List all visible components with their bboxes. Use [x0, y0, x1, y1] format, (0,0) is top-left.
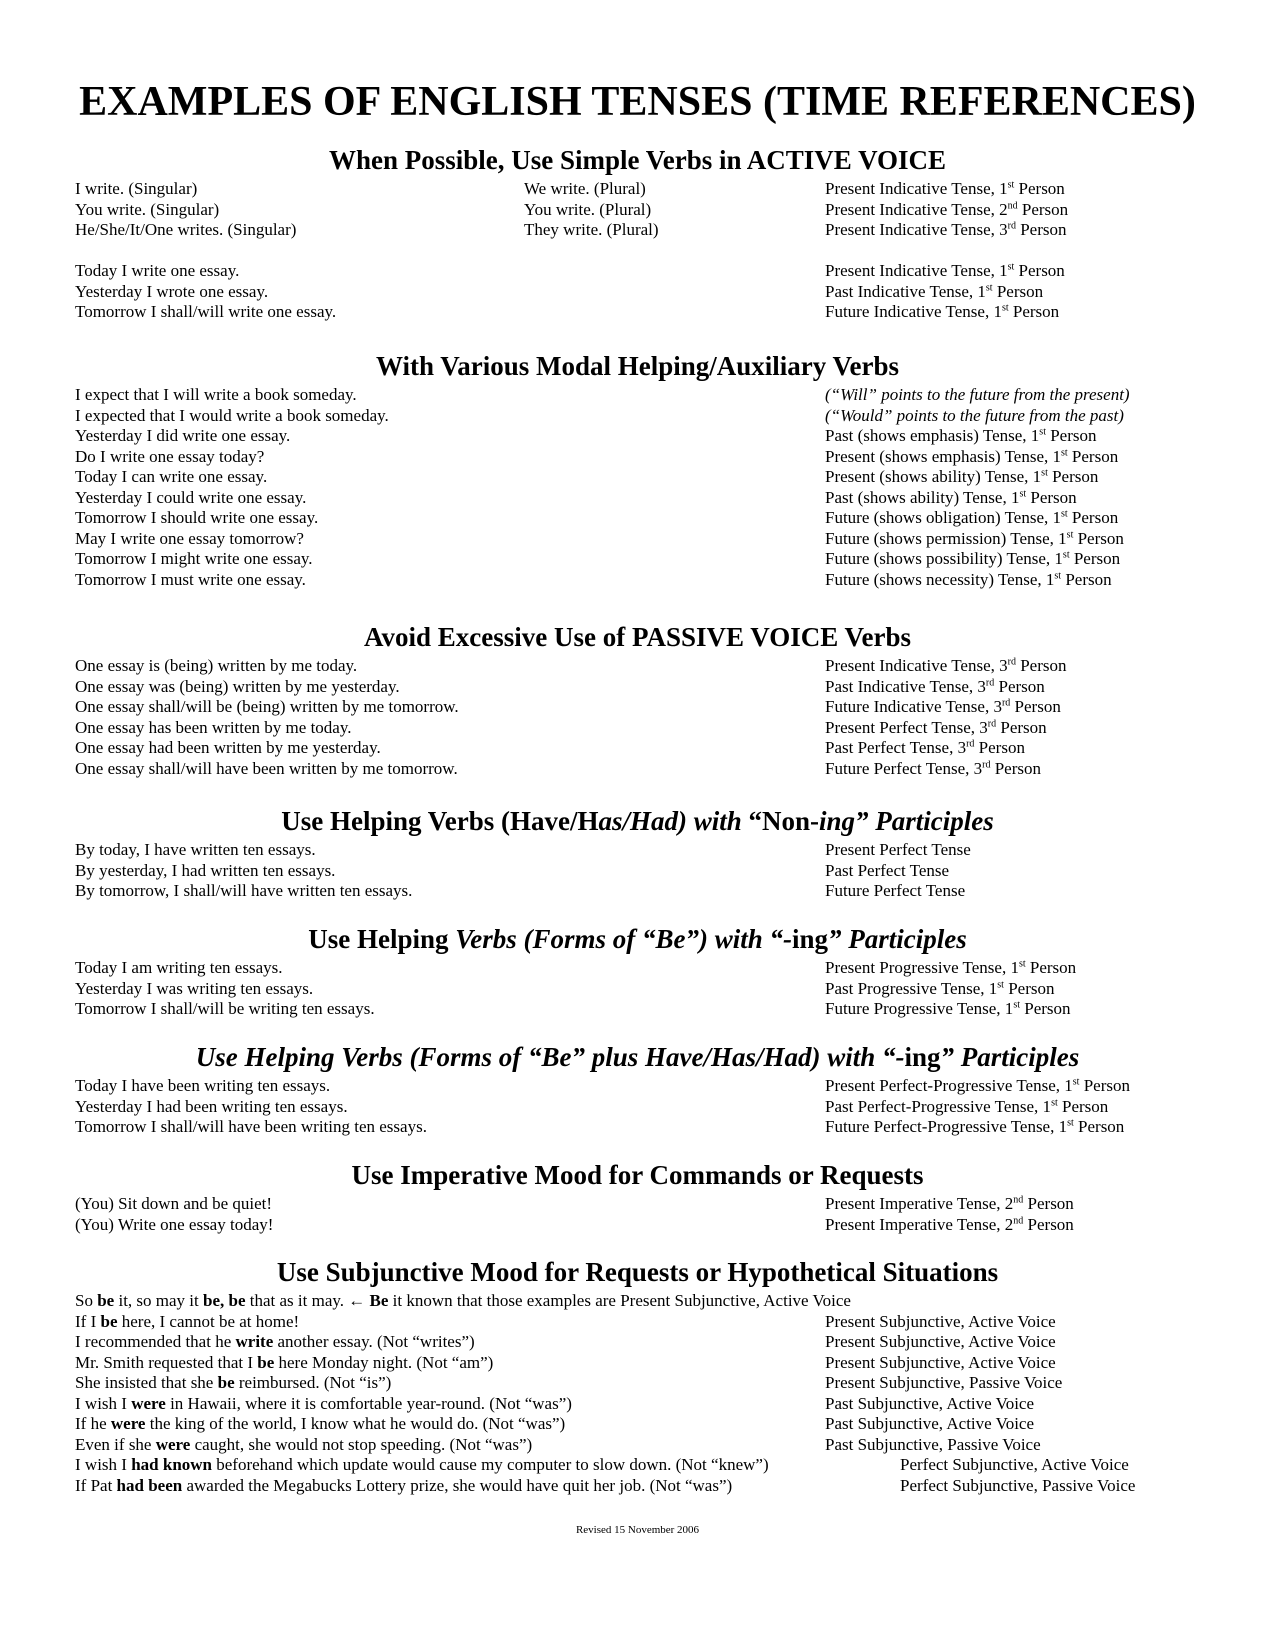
sentence-text-2: the king of the world, I know what he would do. (Not “was”)	[145, 1414, 566, 1433]
example-row	[0, 1075, 1275, 1096]
ordinal-suffix: st	[1041, 467, 1048, 479]
sentence-text-0: I recommended that he	[75, 1332, 236, 1351]
example-row	[0, 507, 1275, 528]
ordinal-suffix: rd	[987, 718, 997, 730]
ordinal-suffix: st	[1007, 179, 1015, 191]
example-sentence: Yesterday I had been writing ten essays.	[75, 1097, 348, 1116]
ordinal-suffix: st	[997, 979, 1004, 991]
example-sentence: Tomorrow I shall/will write one essay.	[75, 302, 337, 321]
ordinal-suffix: nd	[1007, 200, 1018, 212]
heading-text-0: When Possible, Use Simple Verbs in ACTIVE VOICE	[328, 145, 947, 175]
example-sentence: Tomorrow I must write one essay.	[75, 570, 306, 589]
tense-label	[825, 1096, 1108, 1117]
tense-label	[825, 528, 1124, 549]
example-sentence	[75, 1372, 391, 1393]
example-row	[0, 758, 1275, 779]
tense-name: (“Will” points to the future from the present)	[825, 385, 1130, 404]
example-row	[0, 655, 1275, 676]
ordinal-suffix: rd	[985, 677, 995, 689]
example-sentence: By today, I have written ten essays.	[75, 840, 316, 859]
heading-italic-3: ing” Participles	[819, 806, 994, 836]
tense-label	[825, 446, 1118, 467]
example-sentence: He/She/It/One writes. (Singular)	[75, 220, 297, 239]
ordinal-suffix: st	[1039, 426, 1046, 438]
section-heading	[0, 1256, 1275, 1288]
person-word: Person	[1073, 529, 1124, 548]
tense-label	[825, 696, 1061, 717]
ordinal-suffix: st	[1061, 447, 1068, 459]
tense-name: Past (shows emphasis) Tense, 1	[825, 426, 1040, 445]
person-word: Person	[994, 677, 1045, 696]
section-heading	[0, 1041, 1275, 1073]
tense-name: Past Subjunctive, Passive Voice	[825, 1435, 1041, 1454]
tense-name: Present Perfect Tense, 3	[825, 718, 988, 737]
ordinal-suffix: st	[1054, 570, 1062, 582]
heading-italic-2: ” Participles	[940, 1042, 1080, 1072]
example-sentence: Yesterday I did write one essay.	[75, 426, 291, 445]
example-row	[0, 1290, 1275, 1311]
tense-label	[825, 655, 1066, 676]
ordinal-suffix: st	[1007, 261, 1015, 273]
tense-label	[825, 717, 1047, 738]
example-sentence	[75, 1290, 851, 1311]
heading-text-0: Use Imperative Mood for Commands or Requests	[351, 1160, 924, 1190]
example-row	[0, 260, 1275, 281]
tense-name: Present Imperative Tense, 2	[825, 1194, 1014, 1213]
tense-label	[825, 1116, 1124, 1137]
sentence-text-0: I wish I	[75, 1394, 132, 1413]
example-row	[0, 446, 1275, 467]
example-row	[0, 737, 1275, 758]
person-word: Person	[1023, 1194, 1074, 1213]
tense-label	[900, 1454, 1129, 1475]
revision-footer: Revised 15 November 2006	[575, 1524, 700, 1536]
example-sentence: Yesterday I was writing ten essays.	[75, 979, 314, 998]
sentence-bold-1: were	[110, 1414, 146, 1433]
tense-label	[825, 758, 1041, 779]
example-row	[0, 839, 1275, 860]
tense-name: Future Indicative Tense, 3	[825, 697, 1002, 716]
example-sentence: By tomorrow, I shall/will have written ten essays.	[75, 881, 413, 900]
sentence-bold-1: be	[257, 1353, 275, 1372]
section-heading	[0, 144, 1275, 176]
tense-label	[825, 1331, 1056, 1352]
tense-label	[825, 676, 1045, 697]
sentence-bold-1: had known	[131, 1455, 213, 1474]
example-sentence: Today I can write one essay.	[75, 467, 268, 486]
tense-name: Present Subjunctive, Passive Voice	[825, 1373, 1063, 1392]
tense-name: Past Perfect-Progressive Tense, 1	[825, 1097, 1052, 1116]
person-word: Person	[1073, 1117, 1125, 1136]
heading-text-0: Use Helping	[308, 924, 456, 954]
tense-name: Future (shows permission) Tense, 1	[825, 529, 1067, 548]
example-row	[0, 1116, 1275, 1137]
tense-label	[825, 405, 1124, 426]
example-row	[0, 880, 1275, 901]
example-row	[0, 528, 1275, 549]
person-word: Person	[992, 282, 1044, 301]
example-sentence: Today I have been writing ten essays.	[75, 1076, 331, 1095]
tense-name: Past (shows ability) Tense, 1	[825, 488, 1020, 507]
heading-text-2: ing	[792, 924, 829, 954]
person-word: Person	[1023, 1215, 1074, 1234]
tense-name: Past Progressive Tense, 1	[825, 979, 998, 998]
heading-italic-1: Verbs (Forms of “Be”) with “-	[455, 924, 793, 954]
example-row	[0, 1393, 1275, 1414]
heading-italic-0: Use Helping Verbs (Forms of “Be” plus Have/Has/Had) with “-	[195, 1042, 905, 1072]
plural-form: You write. (Plural)	[524, 200, 652, 219]
tense-label	[825, 487, 1077, 508]
tense-name: Future (shows necessity) Tense, 1	[825, 570, 1055, 589]
example-sentence: Yesterday I could write one essay.	[75, 488, 307, 507]
example-row	[0, 860, 1275, 881]
example-row	[0, 1311, 1275, 1332]
tense-name: Future Progressive Tense, 1	[825, 999, 1014, 1018]
sentence-text-0: If he	[75, 1414, 111, 1433]
tense-name: Present Subjunctive, Active Voice	[825, 1312, 1056, 1331]
example-sentence	[75, 1311, 299, 1332]
example-sentence: Today I write one essay.	[75, 261, 240, 280]
tense-name: Past Subjunctive, Active Voice	[825, 1414, 1035, 1433]
example-sentence: I expect that I will write a book someday.	[75, 385, 357, 404]
sentence-text-2: caught, she would not stop speeding. (Not “was”)	[190, 1435, 533, 1454]
tense-label	[825, 860, 949, 881]
example-sentence: (You) Write one essay today!	[75, 1215, 274, 1234]
tense-name: Future (shows obligation) Tense, 1	[825, 508, 1061, 527]
tense-name: Future Perfect-Progressive Tense, 1	[825, 1117, 1068, 1136]
tense-name: Present Indicative Tense, 1	[825, 179, 1008, 198]
tense-label	[825, 1214, 1074, 1235]
section-heading	[0, 805, 1275, 837]
person-word: Person	[1067, 447, 1119, 466]
example-row	[0, 1372, 1275, 1393]
tense-name: Present Indicative Tense, 1	[825, 261, 1008, 280]
tense-label	[825, 199, 1068, 220]
tense-name: Present Perfect-Progressive Tense, 1	[825, 1076, 1073, 1095]
tense-label	[825, 507, 1118, 528]
example-row	[0, 178, 1275, 199]
person-word: Person	[1017, 200, 1069, 219]
person-word: Person	[1015, 220, 1067, 239]
tense-name: Future Perfect Tense, 3	[825, 759, 983, 778]
example-sentence: I expected that I would write a book someday.	[75, 406, 389, 425]
example-sentence	[75, 1475, 732, 1496]
example-sentence: Tomorrow I might write one essay.	[75, 549, 313, 568]
ordinal-suffix: st	[1001, 302, 1009, 314]
person-word: Person	[990, 759, 1041, 778]
ordinal-suffix: st	[1066, 529, 1074, 541]
tense-label	[825, 839, 971, 860]
tense-label	[825, 880, 965, 901]
sentence-text-2: here, I cannot be at home!	[117, 1312, 300, 1331]
person-word: Person	[1069, 549, 1121, 568]
example-row	[0, 569, 1275, 590]
example-row	[0, 405, 1275, 426]
sentence-bold-1: were	[155, 1435, 191, 1454]
tense-name: Future Perfect Tense	[825, 881, 966, 900]
person-word: Person	[1003, 979, 1055, 998]
tense-name: Perfect Subjunctive, Active Voice	[900, 1455, 1129, 1474]
sentence-text-0: If I	[75, 1312, 101, 1331]
tense-label	[825, 1393, 1034, 1414]
tense-label	[825, 1352, 1056, 1373]
example-row	[0, 301, 1275, 322]
tense-name: (“Would” points to the future from the past)	[825, 406, 1124, 425]
ordinal-suffix: rd	[982, 759, 991, 771]
tense-label	[825, 1372, 1062, 1393]
ordinal-suffix: st	[1061, 508, 1068, 520]
tense-name: Present Indicative Tense, 3	[825, 220, 1008, 239]
sentence-bold-1: write	[235, 1332, 274, 1351]
example-row	[0, 1352, 1275, 1373]
example-row	[0, 487, 1275, 508]
tense-label	[825, 737, 1025, 758]
person-word: Person	[1079, 1076, 1130, 1095]
example-sentence: One essay has been written by me today.	[75, 718, 352, 737]
tense-label	[900, 1475, 1135, 1496]
example-row	[0, 1434, 1275, 1455]
person-word: Person	[1045, 426, 1097, 445]
heading-text-0: Use Subjunctive Mood for Requests or Hypothetical Situations	[276, 1257, 999, 1287]
tense-label	[825, 260, 1065, 281]
tense-label	[825, 548, 1120, 569]
sentence-bold-1: had been	[116, 1476, 183, 1495]
sentence-text-2: reimbursed. (Not “is”)	[234, 1373, 392, 1392]
person-word: Person	[1019, 999, 1071, 1018]
heading-italic-1: as/Had) with	[598, 806, 742, 836]
example-row	[0, 998, 1275, 1019]
person-word: Person	[1015, 656, 1067, 675]
person-word: Person	[1047, 467, 1099, 486]
ordinal-suffix: rd	[1001, 697, 1011, 709]
tense-label	[825, 1413, 1034, 1434]
tense-name: Present (shows ability) Tense, 1	[825, 467, 1042, 486]
section-heading	[0, 350, 1275, 382]
example-sentence: Do I write one essay today?	[75, 447, 265, 466]
sentence-bold-3: be, be	[203, 1291, 246, 1310]
tense-label	[825, 301, 1059, 322]
heading-text-1: ing	[904, 1042, 941, 1072]
example-row	[0, 1193, 1275, 1214]
example-row	[0, 1096, 1275, 1117]
tense-name: Future (shows possibility) Tense, 1	[825, 549, 1063, 568]
tense-name: Present Subjunctive, Active Voice	[825, 1353, 1056, 1372]
ordinal-suffix: st	[1018, 958, 1026, 970]
example-row	[0, 676, 1275, 697]
example-row	[0, 384, 1275, 405]
example-sentence	[75, 1413, 565, 1434]
example-row	[0, 1413, 1275, 1434]
example-sentence	[75, 1393, 572, 1414]
person-word: Person	[1067, 508, 1119, 527]
tense-label	[825, 998, 1071, 1019]
ordinal-suffix: st	[1067, 1117, 1074, 1129]
tense-label	[825, 466, 1098, 487]
example-sentence: One essay is (being) written by me today.	[75, 656, 358, 675]
tense-label	[825, 1434, 1041, 1455]
example-sentence	[75, 1352, 493, 1373]
example-sentence: Tomorrow I should write one essay.	[75, 508, 319, 527]
example-row	[0, 1331, 1275, 1352]
ordinal-suffix: nd	[1013, 1194, 1024, 1206]
sentence-bold-1: be	[217, 1373, 235, 1392]
tense-name: Present Perfect Tense	[825, 840, 971, 859]
tense-name: Past Perfect Tense, 3	[825, 738, 967, 757]
sentence-bold-1: be	[100, 1312, 118, 1331]
example-sentence: Yesterday I wrote one essay.	[75, 282, 269, 301]
person-word: Person	[1061, 570, 1112, 589]
sentence-text-2: it, so may it	[114, 1291, 203, 1310]
person-word: Person	[1014, 179, 1065, 198]
sentence-text-0: If Pat	[75, 1476, 117, 1495]
sentence-text-0: So	[75, 1291, 98, 1310]
example-row	[0, 219, 1275, 240]
sentence-bold-1: were	[131, 1394, 166, 1413]
tense-name: Past Indicative Tense, 1	[825, 282, 986, 301]
plural-form: We write. (Plural)	[524, 179, 646, 198]
example-row	[0, 466, 1275, 487]
tense-label	[825, 957, 1076, 978]
plural-form: They write. (Plural)	[524, 220, 659, 239]
tense-name: Present (shows emphasis) Tense, 1	[825, 447, 1061, 466]
sentence-bold-5: ← Be	[348, 1291, 389, 1310]
heading-text-0: Use Helping Verbs (Have/H	[281, 806, 599, 836]
ordinal-suffix: st	[1019, 488, 1027, 500]
tense-label	[825, 569, 1112, 590]
tense-name: Past Subjunctive, Active Voice	[825, 1394, 1035, 1413]
person-word: Person	[1057, 1097, 1109, 1116]
example-sentence: One essay shall/will be (being) written by me tomorrow.	[75, 697, 459, 716]
ordinal-suffix: rd	[966, 738, 975, 750]
ordinal-suffix: rd	[1007, 656, 1016, 668]
sentence-bold-1: be	[97, 1291, 115, 1310]
example-sentence: I write. (Singular)	[75, 179, 198, 198]
ordinal-suffix: st	[1013, 999, 1020, 1011]
example-sentence: By yesterday, I had written ten essays.	[75, 861, 336, 880]
ordinal-suffix: st	[985, 282, 993, 294]
ordinal-suffix: rd	[1007, 220, 1016, 232]
person-word: Person	[1026, 488, 1077, 507]
sentence-text-4: that as it may.	[245, 1291, 349, 1310]
person-word: Person	[1025, 958, 1077, 977]
tense-label	[825, 219, 1066, 240]
sentence-text-0: Mr. Smith requested that I	[75, 1353, 258, 1372]
example-row	[0, 696, 1275, 717]
sentence-text-0: I wish I	[75, 1455, 132, 1474]
example-sentence: Tomorrow I shall/will have been writing ten essays.	[75, 1117, 427, 1136]
example-sentence: You write. (Singular)	[75, 200, 220, 219]
heading-text-2: “Non-	[741, 806, 820, 836]
tense-name: Past Indicative Tense, 3	[825, 677, 986, 696]
tense-label	[825, 384, 1130, 405]
sentence-text-2: in Hawaii, where it is comfortable year-round. (Not “was”)	[165, 1394, 572, 1413]
person-word: Person	[974, 738, 1025, 757]
person-word: Person	[1014, 261, 1065, 280]
tense-label	[825, 1193, 1074, 1214]
section-heading	[0, 1159, 1275, 1191]
example-row	[0, 717, 1275, 738]
heading-text-0: With Various Modal Helping/Auxiliary Verbs	[375, 351, 900, 381]
example-sentence	[75, 1331, 475, 1352]
sentence-text-2: another essay. (Not “writes”)	[273, 1332, 475, 1351]
example-sentence: One essay shall/will have been written by me tomorrow.	[75, 759, 458, 778]
ordinal-suffix: st	[1062, 549, 1070, 561]
tense-label	[825, 1311, 1056, 1332]
example-row	[0, 957, 1275, 978]
example-row	[0, 548, 1275, 569]
tense-name: Present Indicative Tense, 2	[825, 200, 1008, 219]
example-row	[0, 978, 1275, 999]
sentence-text-2: beforehand which update would cause my computer to slow down. (Not “knew”)	[212, 1455, 769, 1474]
example-sentence: (You) Sit down and be quiet!	[75, 1194, 273, 1213]
page-title: EXAMPLES OF ENGLISH TENSES (TIME REFERENCES)	[79, 79, 1196, 125]
person-word: Person	[996, 718, 1047, 737]
example-row	[0, 425, 1275, 446]
tense-name: Present Indicative Tense, 3	[825, 656, 1008, 675]
example-sentence	[75, 1434, 532, 1455]
tense-name: Future Indicative Tense, 1	[825, 302, 1002, 321]
example-sentence: May I write one essay tomorrow?	[75, 529, 304, 548]
tense-name: Present Subjunctive, Active Voice	[825, 1332, 1056, 1351]
example-row	[0, 1475, 1275, 1496]
ordinal-suffix: st	[1072, 1076, 1080, 1088]
person-word: Person	[1010, 697, 1061, 716]
heading-italic-3: ” Participles	[828, 924, 967, 954]
example-row	[0, 1214, 1275, 1235]
example-row	[0, 1454, 1275, 1475]
example-row	[0, 281, 1275, 302]
section-heading	[0, 923, 1275, 955]
sentence-text-0: She insisted that she	[75, 1373, 218, 1392]
sentence-text-6: it known that those examples are Present Subjunctive, Active Voice	[388, 1291, 851, 1310]
example-sentence: One essay was (being) written by me yesterday.	[75, 677, 400, 696]
example-sentence: Today I am writing ten essays.	[75, 958, 283, 977]
sentence-text-2: here Monday night. (Not “am”)	[274, 1353, 494, 1372]
tense-label	[825, 425, 1097, 446]
tense-label	[825, 1075, 1130, 1096]
ordinal-suffix: st	[1051, 1097, 1058, 1109]
section-heading	[0, 621, 1275, 653]
tense-name: Past Perfect Tense	[825, 861, 950, 880]
tense-label	[825, 281, 1043, 302]
sentence-text-0: Even if she	[75, 1435, 156, 1454]
tense-name: Present Imperative Tense, 2	[825, 1215, 1014, 1234]
person-word: Person	[1008, 302, 1060, 321]
tense-label	[825, 178, 1065, 199]
example-row	[0, 199, 1275, 220]
sentence-text-2: awarded the Megabucks Lottery prize, she would have quit her job. (Not “was”)	[182, 1476, 733, 1495]
tense-name: Perfect Subjunctive, Passive Voice	[900, 1476, 1136, 1495]
tense-label	[825, 978, 1054, 999]
example-sentence	[75, 1454, 769, 1475]
tense-name: Present Progressive Tense, 1	[825, 958, 1019, 977]
example-sentence: Tomorrow I shall/will be writing ten essays.	[75, 999, 375, 1018]
heading-text-0: Avoid Excessive Use of PASSIVE VOICE Verbs	[363, 622, 911, 652]
example-sentence: One essay had been written by me yesterday.	[75, 738, 381, 757]
ordinal-suffix: nd	[1013, 1215, 1024, 1227]
